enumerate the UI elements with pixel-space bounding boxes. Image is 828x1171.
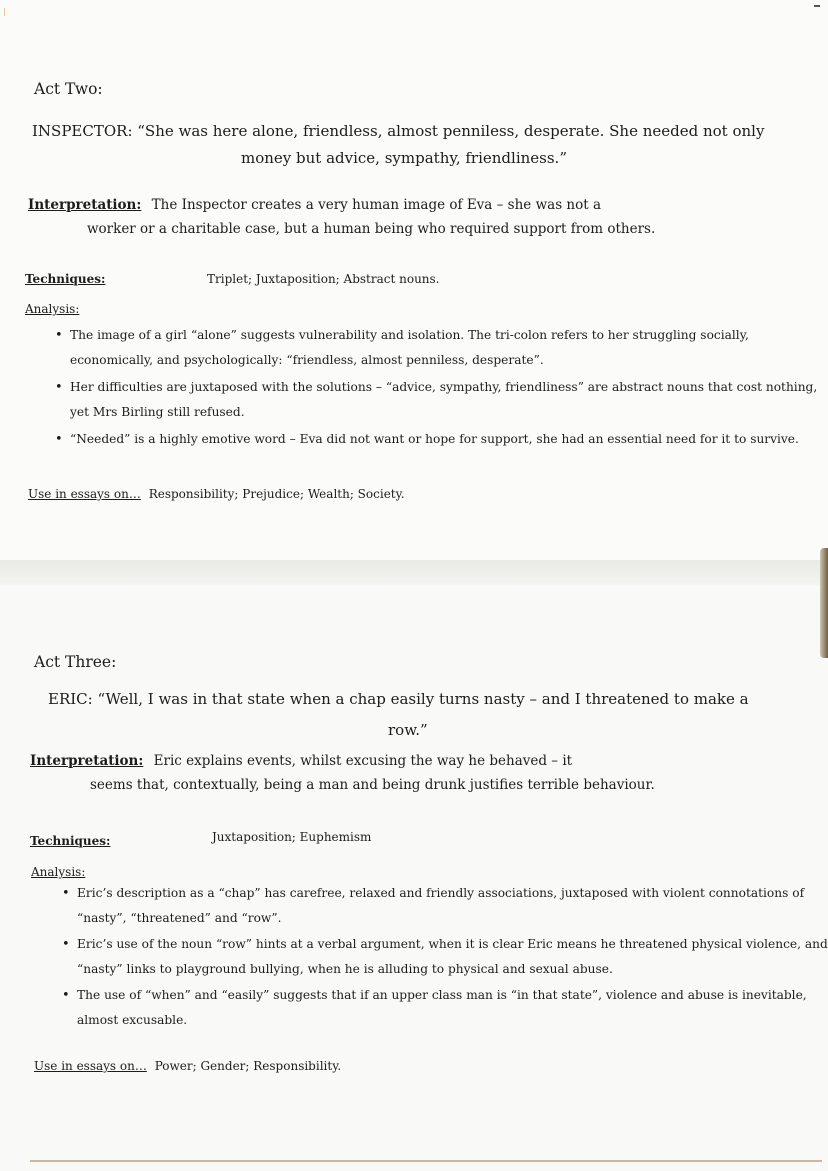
quote-line-1: ERIC: “Well, I was in that state when a chap easily turns nasty – and I threatened to make a bbox=[48, 690, 749, 708]
analysis-bullet bbox=[62, 932, 828, 982]
corner-mark bbox=[814, 5, 820, 7]
interpretation-label: Interpretation: bbox=[28, 197, 142, 213]
analysis-bullet bbox=[62, 881, 805, 931]
techniques-text: Triplet; Juxtaposition; Abstract nouns. bbox=[207, 272, 440, 286]
quote-line-2: money but advice, sympathy, friendliness.” bbox=[241, 149, 567, 167]
page-sheet-act-three bbox=[0, 585, 828, 1171]
interpretation-text-2: worker or a charitable case, but a human being who required support from others. bbox=[87, 221, 656, 237]
analysis-bullet bbox=[55, 323, 749, 373]
bullet-line-2: almost excusable. bbox=[77, 1013, 188, 1027]
corner-tick bbox=[4, 8, 5, 16]
analysis-label: Analysis: bbox=[25, 302, 80, 316]
bullet-icon: • bbox=[62, 988, 70, 1003]
analysis-bullet bbox=[55, 427, 799, 452]
techniques-label: Techniques: bbox=[25, 272, 106, 286]
bullet-line-2: economically, and psychologically: “friendless, almost penniless, desperate”. bbox=[70, 353, 544, 367]
interpretation-text-2: seems that, contextually, being a man and being drunk justifies terrible behaviour. bbox=[90, 777, 655, 793]
analysis-label: Analysis: bbox=[31, 865, 86, 879]
bullet-line-2: “nasty” links to playground bullying, when he is alluding to physical and sexual abuse. bbox=[77, 962, 613, 976]
quote-line-2: row.” bbox=[388, 721, 428, 739]
use-in-essays-topics: Responsibility; Prejudice; Wealth; Society. bbox=[148, 487, 405, 501]
bullet-icon: • bbox=[55, 380, 63, 395]
bullet-line-1: Her difficulties are juxtaposed with the solutions – “advice, sympathy, friendliness” are abstract nouns that cost nothing, bbox=[70, 380, 818, 394]
bullet-line-1: The use of “when” and “easily” suggests that if an upper class man is “in that state”, violence and abuse is inevitable, bbox=[77, 988, 807, 1002]
bullet-icon: • bbox=[62, 937, 70, 952]
bullet-icon: • bbox=[55, 432, 63, 447]
bullet-icon: • bbox=[55, 328, 63, 343]
techniques-text: Juxtaposition; Euphemism bbox=[212, 830, 372, 844]
bottom-edge-line bbox=[30, 1160, 822, 1162]
paper-edge-shadow bbox=[820, 548, 828, 658]
bullet-line-1: The image of a girl “alone” suggests vulnerability and isolation. The tri-colon refers to her struggling socially, bbox=[70, 328, 749, 342]
bullet-line-2: “nasty”, “threatened” and “row”. bbox=[77, 911, 282, 925]
quote-line-1: INSPECTOR: “She was here alone, friendless, almost penniless, desperate. She needed not only bbox=[32, 122, 765, 140]
interpretation-text-1: Eric explains events, whilst excusing the way he behaved – it bbox=[153, 753, 573, 769]
section-heading: Act Two: bbox=[34, 80, 103, 98]
bullet-line-1: “Needed” is a highly emotive word – Eva did not want or hope for support, she had an essential need for it to survive. bbox=[70, 432, 799, 446]
use-in-essays-label: Use in essays on… bbox=[28, 487, 141, 501]
use-in-essays-label: Use in essays on… bbox=[34, 1059, 147, 1073]
bullet-icon: • bbox=[62, 886, 70, 901]
techniques-label: Techniques: bbox=[30, 834, 111, 848]
page-gap bbox=[0, 560, 828, 585]
section-heading: Act Three: bbox=[34, 653, 117, 671]
use-in-essays-topics: Power; Gender; Responsibility. bbox=[154, 1059, 342, 1073]
bullet-line-1: Eric’s use of the noun “row” hints at a verbal argument, when it is clear Eric means he threatened physical violence, and bbox=[77, 937, 828, 951]
interpretation-text-1: The Inspector creates a very human image of Eva – she was not a bbox=[151, 197, 601, 213]
bullet-line-1: Eric’s description as a “chap” has carefree, relaxed and friendly associations, juxtaposed with violent connotations of bbox=[77, 886, 805, 900]
analysis-bullet bbox=[62, 983, 807, 1033]
bullet-line-2: yet Mrs Birling still refused. bbox=[70, 405, 245, 419]
analysis-bullet bbox=[55, 375, 818, 425]
interpretation-label: Interpretation: bbox=[30, 753, 144, 769]
